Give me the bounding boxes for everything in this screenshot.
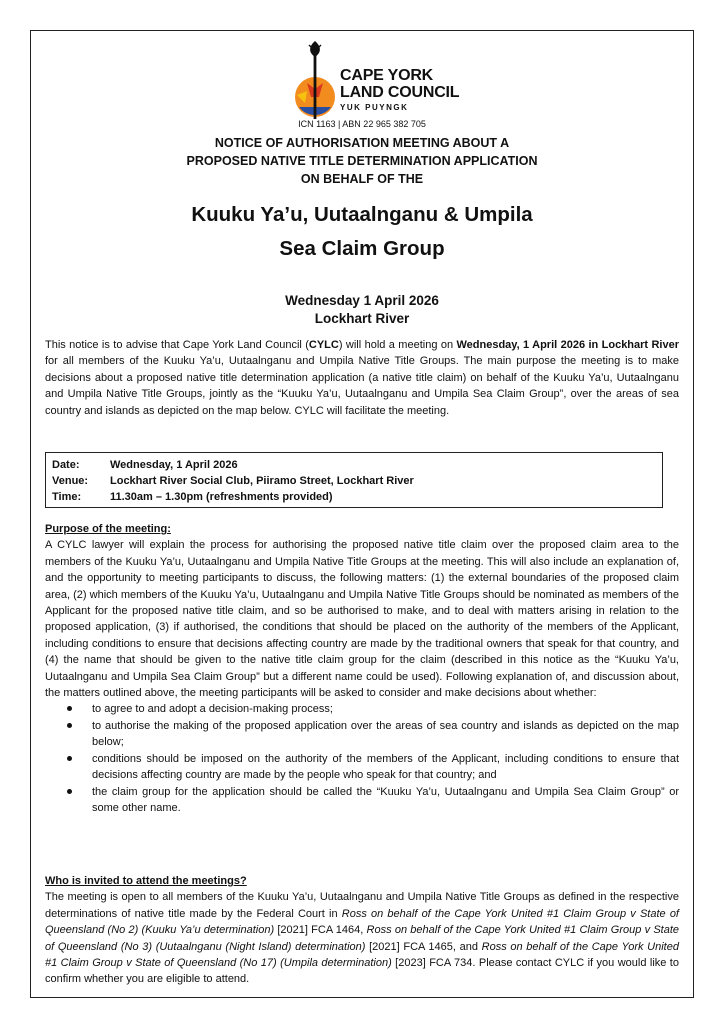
meeting-date-block (31, 292, 693, 328)
bullet-icon (67, 756, 72, 761)
purpose-bullet (77, 784, 679, 817)
claim-title-line-2: Sea Claim Group (279, 237, 445, 260)
who-text-2: [2021] FCA 1464, (274, 924, 367, 937)
meeting-details-box (45, 452, 663, 508)
logo-line-1: CAPE YORK (340, 67, 434, 84)
case-citation-2: Ross on behalf of the Cape York United #1 Claim Group v State of Queensland (No 3) (Uutaalnganu (Night Island) determination) (45, 924, 679, 953)
purpose-bullet (77, 701, 679, 717)
who-text-4: [2023] FCA 734. Please contact CYLC if you would like to confirm whether you are eligible to attend. (45, 957, 679, 986)
bullet-text: to authorise the making of the proposed application over the areas of sea country and islands as depicted on the map below; (92, 719, 679, 749)
details-date-row (52, 457, 656, 473)
logo-line-3: YUK PUYNGK (340, 103, 409, 112)
bullet-text: the claim group for the application should be called the “Kuuku Ya’u, Uutaalnganu and Umpila Sea Claim Group” or some other name. (92, 785, 679, 814)
notice-title-line-2: PROPOSED NATIVE TITLE DETERMINATION APPLICATION (186, 154, 538, 168)
bullet-text: conditions should be imposed on the authority of the members of the Applicant, including conditions to ensure that decisions affecting country are made by the people who speak for that country; and (92, 752, 679, 782)
spear-emblem-icon (293, 39, 337, 127)
who-text-1: The meeting is open to all members of the Kuuku Ya’u, Uutaalnganu and Umpila Native Title Groups as defined in the respective determinations of native title made by the Federal Court in (45, 891, 679, 920)
venue-value: Lockhart River Social Club, Piiramo Street, Lockhart River (110, 475, 414, 487)
meeting-place: Lockhart River (314, 311, 410, 326)
notice-title-line-3: ON BEHALF OF THE (300, 172, 424, 186)
case-citation-1: Ross on behalf of the Cape York United #1 Claim Group v State of Queensland (No 2) (Kuuku Ya’u determination) (45, 907, 679, 937)
intro-text-2: ) will hold a meeting on (338, 339, 457, 351)
purpose-bullet (77, 751, 679, 784)
who-text-3: [2021] FCA 1465, and (365, 940, 482, 953)
purpose-bullet-list (45, 701, 679, 816)
purpose-heading: Purpose of the meeting: (45, 523, 171, 535)
purpose-section (45, 521, 679, 816)
date-value: Wednesday, 1 April 2026 (110, 459, 238, 471)
claim-title-line-1: Kuuku Ya’u, Uutaalnganu & Umpila (191, 203, 533, 226)
who-section (45, 873, 679, 988)
date-label: Date: (52, 459, 80, 471)
meeting-date: Wednesday 1 April 2026 (285, 293, 439, 308)
intro-meeting-bold: Wednesday, 1 April 2026 in Lockhart River (456, 339, 680, 351)
intro-text-1: This notice is to advise that Cape York Land Council ( (45, 339, 309, 351)
logo-line-2: LAND COUNCIL (340, 84, 460, 101)
abn-line: ICN 1163 | ABN 22 965 382 705 (298, 119, 426, 129)
notice-title-line-1: NOTICE OF AUTHORISATION MEETING ABOUT A (214, 136, 510, 150)
intro-text-3: for all members of the Kuuku Ya’u, Uutaalnganu and Umpila Native Title Groups. The main purpose the meeting is to make decisions about a proposed native title determination application (a native title claim) on behalf of the Kuuku Ya’u, Uutaalnganu and Umpila Native Title Groups, jointly as the “Kuuku Ya’u, Uutaalnganu and Umpila Sea Claim Group”, over the areas of sea country and islands as depicted on the map below. CYLC will facilitate the meeting. (45, 355, 679, 417)
claim-group-title (31, 198, 693, 266)
intro-cylc: CYLC (308, 339, 339, 351)
purpose-text: A CYLC lawyer will explain the process for authorising the proposed native title claim over the proposed claim area to the members of the Kuuku Ya’u, Uutaalnganu and Umpila Native Title Groups at the meeting. This will also include an explanation of, and the opportunity to meeting participants to discuss, the following matters: (1) the external boundaries of the proposed claim area, (2) which members of the Kuuku Ya’u, Uutaalnganu and Umpila Native Title Groups should be nominated as members of the Applicant for the proposed native title claim, and so be authorised to make, and to deal with matters arising in relation to the proposed application, (3) if authorised, the conditions that should be placed on the authority of the members of the Applicant, including conditions to ensure that decisions affecting country are made by the traditional owners that speak for that country, and (4) the name that should be given to the native title claim group for the claim (described in this notice as the “Kuuku Ya’u, Uutaalnganu and Umpila Sea Claim Group” but a different name could be used). Following explanation of, and discussion about, the matters outlined above, the meeting participants will be asked to consider and make decisions about whether: (45, 539, 679, 700)
details-time-row (52, 489, 656, 505)
notice-title (31, 134, 693, 188)
who-text (45, 889, 679, 987)
venue-label: Venue: (52, 475, 89, 487)
time-value: 11.30am – 1.30pm (refreshments provided) (110, 491, 333, 503)
cylc-logo (293, 39, 483, 129)
who-heading: Who is invited to attend the meetings? (45, 875, 247, 887)
time-label: Time: (52, 491, 82, 503)
bullet-icon (67, 706, 72, 711)
case-citation-3: Ross on behalf of the Cape York United #1 Claim Group v State of Queensland (No 17) (Umpila determination) (45, 940, 679, 970)
purpose-bullet (77, 718, 679, 751)
bullet-icon (67, 789, 72, 794)
notice-page (30, 30, 694, 998)
bullet-icon (67, 723, 72, 728)
intro-paragraph (45, 337, 679, 419)
bullet-text: to agree to and adopt a decision-making process; (92, 703, 333, 716)
details-venue-row (52, 473, 656, 489)
